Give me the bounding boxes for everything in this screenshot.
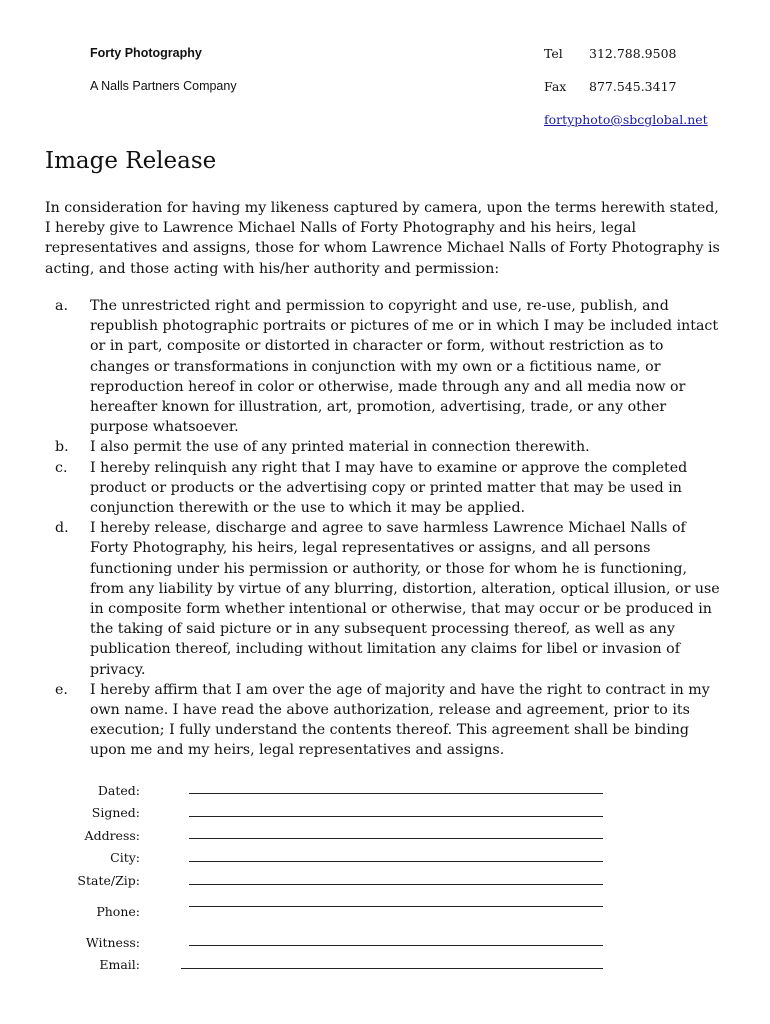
email-link[interactable]: fortyphoto@sbcglobal.net bbox=[544, 112, 708, 127]
phone-line[interactable] bbox=[189, 906, 603, 907]
term-text: The unrestricted right and permission to copyright and use, re-use, publish, and republish photographic portraits or pictures of me or in which I may be included intact or in part, composite or distorted in character or form, without restriction as to changes or transformations in conjunction with my own or a fictitious name, or reproduction hereof in color or otherwise, made through any and all media now or hereafter known for illustration, art, promotion, advertising, trade, or any other purpose whatsoever. bbox=[90, 298, 719, 436]
intro-paragraph: In consideration for having my likeness captured by camera, upon the terms herewith stated, I hereby give to Lawrence Michael Nalls of Forty Photography and his heirs, legal representatives and assigns, those for whom Lawrence Michael Nalls of Forty Photography is acting, and those acting with his/her authority and permission: bbox=[45, 200, 720, 277]
address-label: Address: bbox=[84, 828, 140, 843]
terms-list bbox=[45, 296, 725, 761]
term-text: I also permit the use of any printed material in connection therewith. bbox=[90, 439, 590, 456]
fax-label: Fax bbox=[544, 79, 567, 94]
city-label: City: bbox=[110, 850, 140, 865]
term-item bbox=[45, 437, 725, 457]
term-text: I hereby affirm that I am over the age of majority and have the right to contract in my own name. I have read the above authorization, release and agreement, prior to its execution; I fully understand the contents thereof. This agreement shall be binding upon me and my heirs, legal representatives and assigns. bbox=[90, 681, 710, 759]
term-item bbox=[45, 296, 725, 437]
email-label: Email: bbox=[99, 957, 140, 972]
term-text: I hereby relinquish any right that I may have to examine or approve the completed product or products or the advertising copy or printed matter that may be used in conjunction therewith or the use to which it may be applied. bbox=[90, 459, 688, 517]
witness-label: Witness: bbox=[85, 935, 140, 950]
signed-label: Signed: bbox=[91, 805, 140, 820]
term-marker: d. bbox=[55, 520, 69, 537]
fax-value: 877.545.3417 bbox=[589, 79, 677, 94]
state-zip-line[interactable] bbox=[189, 884, 603, 885]
tel-value: 312.788.9508 bbox=[589, 46, 677, 61]
dated-label: Dated: bbox=[97, 783, 140, 798]
tel-label: Tel bbox=[544, 46, 563, 61]
witness-line[interactable] bbox=[189, 945, 603, 946]
phone-label: Phone: bbox=[96, 904, 140, 919]
dated-line[interactable] bbox=[189, 793, 603, 794]
address-line[interactable] bbox=[189, 838, 603, 839]
term-marker: c. bbox=[55, 459, 68, 476]
term-item bbox=[45, 518, 725, 680]
term-item bbox=[45, 680, 725, 761]
term-text: I hereby release, discharge and agree to save harmless Lawrence Michael Nalls of Forty Photography, his heirs, legal representatives or assigns, and all persons functioning under his permission or authority, or those for whom he is functioning, from any liability by virtue of any blurring, distortion, alteration, optical illusion, or use in composite form whether intentional or otherwise, that may occur or be produced in the taking of said picture or in any subsequent processing thereof, as well as any publication thereof, including without limitation any claims for libel or invasion of privacy. bbox=[90, 520, 720, 678]
email-line[interactable] bbox=[181, 968, 603, 969]
company-subtitle: A Nalls Partners Company bbox=[90, 79, 237, 93]
term-marker: b. bbox=[55, 439, 69, 456]
document-title: Image Release bbox=[45, 148, 217, 174]
term-marker: a. bbox=[55, 298, 68, 314]
state-zip-label: State/Zip: bbox=[77, 873, 140, 888]
city-line[interactable] bbox=[189, 861, 603, 862]
company-name: Forty Photography bbox=[90, 46, 202, 60]
term-item bbox=[45, 458, 725, 519]
signed-line[interactable] bbox=[189, 816, 603, 817]
term-marker: e. bbox=[55, 681, 68, 698]
